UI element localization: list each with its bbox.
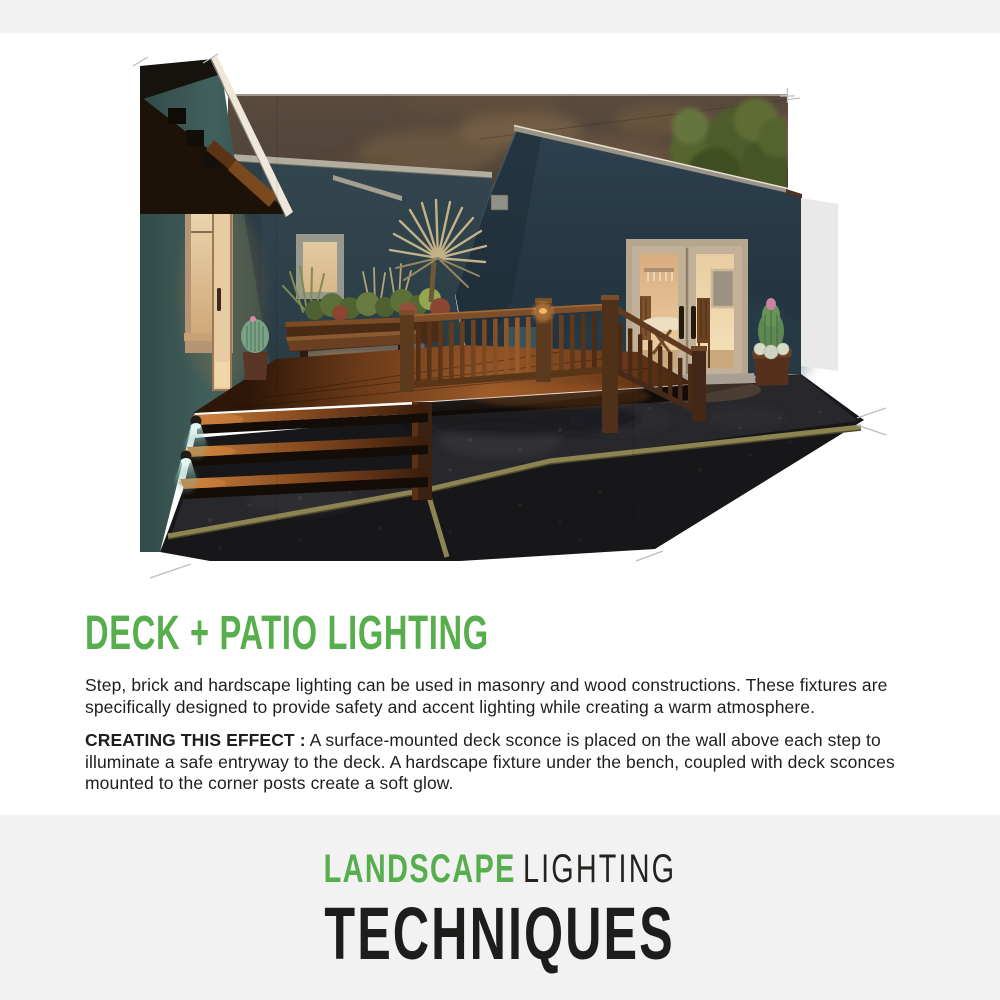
dining-chair (638, 296, 651, 340)
planter-box (285, 316, 445, 352)
brand-word-lighting: LIGHTING (523, 847, 677, 891)
window-light-spill (180, 203, 264, 387)
french-doors (626, 239, 748, 381)
caption-block (85, 607, 930, 807)
door-handle (691, 306, 696, 339)
door-glass-right (696, 254, 734, 368)
stemware-rack (648, 272, 672, 281)
middle-building (231, 154, 492, 385)
bench-seat (286, 330, 422, 351)
step-tread (180, 468, 428, 489)
roof-guide-line (480, 98, 800, 139)
brand-title: TECHNIQUES (324, 892, 676, 975)
rail-cap-return (612, 303, 702, 362)
top-gray-band (0, 0, 1000, 33)
outer-ground (160, 374, 864, 561)
effect-label: CREATING THIS EFFECT : (85, 730, 306, 750)
flagstone-patio (172, 374, 858, 532)
under-deck-shadow (432, 385, 694, 416)
artboard-seams (277, 96, 633, 552)
balusters (416, 313, 597, 387)
section-heading: DECK + PATIO LIGHTING (85, 607, 489, 660)
glass-door (213, 195, 231, 390)
door-handle (679, 306, 684, 339)
step-sconce-2 (174, 451, 198, 494)
roof-fascia-white (211, 56, 293, 217)
deck-steps (174, 404, 428, 499)
gable-vent (491, 195, 508, 210)
effect-text: A surface-mounted deck sconce is placed on the wall above each step to illuminate a safe entryway to the deck. A hardscape fixture under the bench, coupled with deck sconces mounted to the corner posts create a soft glow. (85, 730, 895, 793)
gravel-stripe (168, 427, 861, 536)
gravel-stripe-branch (424, 480, 447, 557)
gray-offset-panel (801, 198, 838, 371)
wood-deck (193, 345, 694, 500)
stone-speckles (208, 407, 821, 523)
post-sconce-glow (533, 302, 553, 322)
background-tree (670, 98, 802, 204)
window-sill (184, 333, 214, 341)
crop-marks (133, 54, 886, 578)
planter-plants (283, 264, 450, 321)
cactus-flower (250, 316, 256, 322)
door-light-spill (611, 377, 761, 403)
right-house (455, 125, 815, 410)
left-window-frame (185, 167, 233, 353)
door-threshold (616, 373, 756, 387)
cactus-pot-left (241, 316, 269, 380)
cactus-flower (766, 298, 776, 310)
sconce-light (181, 458, 191, 464)
rail-post (400, 312, 414, 392)
barrel-cactus (241, 319, 269, 353)
roof-shingles (140, 59, 221, 100)
brand-word-landscape: LANDSCAPE (323, 847, 516, 891)
rafter-beam (228, 160, 278, 207)
step-sconce-1 (184, 416, 208, 460)
eave-underside (140, 96, 292, 214)
wall-shadow (455, 128, 542, 379)
end-post (692, 348, 706, 421)
deck-railing (399, 295, 707, 433)
sconce-light (191, 423, 201, 429)
rail-cap (401, 303, 614, 323)
middle-window-glow (303, 242, 337, 292)
hardscape-fixture-glow (304, 352, 420, 372)
balusters-return (618, 323, 692, 409)
middle-fascia (231, 154, 492, 178)
door-handle (217, 288, 221, 311)
bottom-rail (403, 366, 612, 389)
brand-line (0, 849, 1000, 889)
lit-wall-patch (505, 327, 547, 355)
roof-fascia (514, 125, 788, 193)
effect-paragraph (85, 730, 930, 795)
cactus-planter-right (752, 298, 792, 386)
asphalt-speckles (218, 441, 791, 550)
framed-picture (712, 270, 734, 307)
step-tread (187, 436, 428, 457)
yucca-palm (390, 200, 486, 302)
door-glass-left (640, 254, 678, 368)
interior-dining-scene (638, 268, 740, 370)
intro-paragraph: Step, brick and hardscape lighting can be used in masonry and wood constructions. These fixtures are specifically designed to provide safety and accent lighting while creating a warm atmosphere. (85, 675, 888, 717)
bench-and-planter (283, 200, 486, 382)
left-window-glow (191, 177, 212, 333)
rail-post-sconce (536, 300, 551, 382)
dusk-sky (228, 82, 818, 260)
dining-table (641, 317, 687, 331)
deck-stringer-post (412, 402, 432, 500)
middle-fascia-2 (333, 175, 402, 201)
footer-band (0, 815, 1000, 1000)
rafter-beam (206, 140, 246, 177)
left-house (140, 56, 293, 552)
cactus (758, 311, 784, 351)
dining-chair (697, 298, 710, 343)
step-tread (193, 404, 428, 425)
patio-ground (160, 374, 864, 561)
stone-base (302, 342, 428, 382)
middle-window-frame (296, 234, 344, 299)
corner-post (602, 297, 618, 433)
wall-edge-rim-light (455, 129, 517, 293)
